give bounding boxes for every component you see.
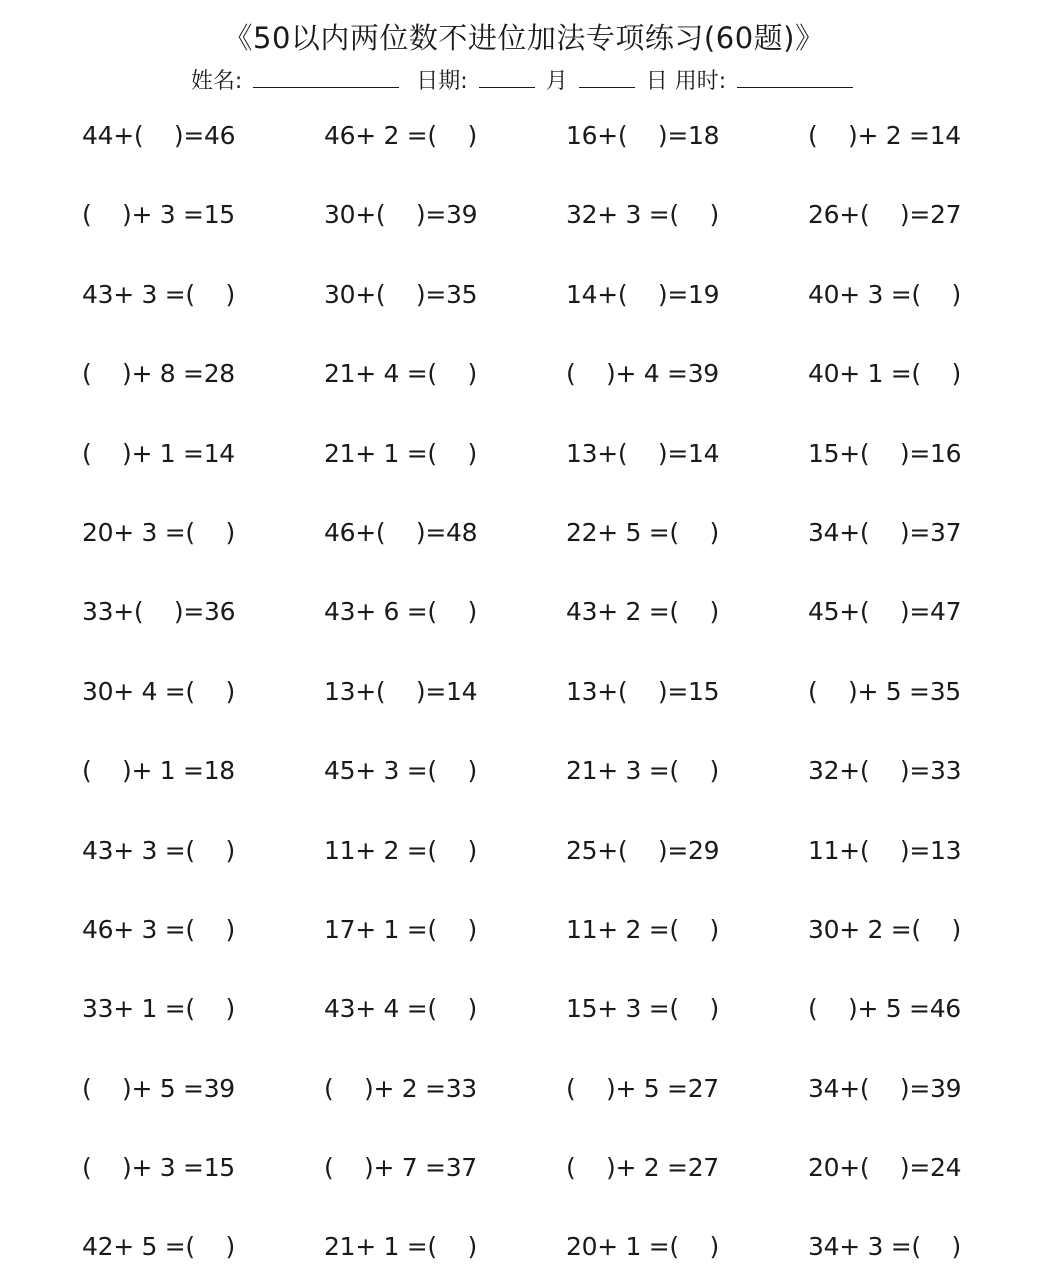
problem-item: 13+( )=14 — [566, 438, 720, 468]
problem-item: 43+ 6 =( ) — [324, 597, 477, 627]
problem-item: 42+ 5 =( ) — [82, 1232, 235, 1262]
problem-item: 43+ 2 =( ) — [566, 597, 719, 627]
problem-grid — [0, 96, 1048, 1287]
problem-item: 25+( )=29 — [566, 835, 720, 865]
problem-item: 15+ 3 =( ) — [566, 994, 719, 1024]
problem-item: ( )+ 2 =27 — [566, 1153, 719, 1183]
problem-item: ( )+ 7 =37 — [324, 1153, 477, 1183]
problem-item: ( )+ 2 =14 — [808, 121, 961, 150]
problem-item: 26+( )=27 — [808, 200, 962, 230]
problem-item: 22+ 5 =( ) — [566, 517, 719, 547]
problem-item: ( )+ 5 =39 — [82, 1073, 235, 1103]
problem-item: 11+( )=13 — [808, 835, 962, 865]
problem-item: 30+ 2 =( ) — [808, 914, 961, 944]
problem-item: 15+( )=16 — [808, 438, 962, 468]
problem-item: 17+ 1 =( ) — [324, 914, 477, 944]
problem-item: ( )+ 1 =18 — [82, 756, 235, 786]
month-blank[interactable] — [479, 67, 535, 88]
problem-item: 34+ 3 =( ) — [808, 1232, 961, 1262]
problem-item: 33+( )=36 — [82, 597, 236, 627]
problem-item: 32+ 3 =( ) — [566, 200, 719, 230]
problem-item: ( )+ 3 =15 — [82, 1153, 235, 1183]
problem-item: 40+ 3 =( ) — [808, 279, 961, 309]
time-blank[interactable] — [737, 67, 853, 88]
problem-item: 30+( )=39 — [324, 200, 478, 230]
problem-item: ( )+ 5 =35 — [808, 676, 961, 706]
problem-item: 46+ 3 =( ) — [82, 914, 235, 944]
date-label: 日期: — [416, 69, 468, 94]
time-label: 用时: — [674, 69, 727, 94]
problem-item: 30+ 4 =( ) — [82, 676, 235, 706]
problem-item: 43+ 3 =( ) — [82, 279, 235, 309]
problem-item: 11+ 2 =( ) — [324, 835, 477, 865]
problem-item: 30+( )=35 — [324, 279, 478, 309]
problem-item: 20+ 3 =( ) — [82, 517, 235, 547]
problem-item: ( )+ 8 =28 — [82, 359, 235, 389]
worksheet-title: 《50以内两位数不进位加法专项练习(60题)》 — [223, 21, 825, 55]
problem-item: ( )+ 5 =46 — [808, 994, 961, 1024]
problem-item: 45+( )=47 — [808, 597, 962, 627]
problem-item: 46+( )=48 — [324, 517, 478, 547]
day-label: 日 — [645, 69, 668, 94]
problem-item: 40+ 1 =( ) — [808, 359, 961, 389]
problem-item: 21+ 1 =( ) — [324, 438, 477, 468]
problem-item: ( )+ 4 =39 — [566, 359, 719, 389]
problem-item: 21+ 3 =( ) — [566, 756, 719, 786]
name-label: 姓名: — [190, 69, 243, 94]
problem-item: 43+ 3 =( ) — [82, 835, 235, 865]
problem-item: 34+( )=39 — [808, 1073, 962, 1103]
problem-item: 45+ 3 =( ) — [324, 756, 477, 786]
problem-item: ( )+ 1 =14 — [82, 438, 235, 468]
problem-item: 34+( )=37 — [808, 517, 962, 547]
problem-item: 20+( )=24 — [808, 1153, 962, 1183]
problem-item: 13+( )=15 — [566, 676, 720, 706]
problem-item: 46+ 2 =( ) — [324, 121, 477, 150]
problem-item: ( )+ 2 =33 — [324, 1073, 477, 1103]
problem-item: 33+ 1 =( ) — [82, 994, 235, 1024]
problem-item: 13+( )=14 — [324, 676, 478, 706]
problem-item: 32+( )=33 — [808, 756, 962, 786]
month-label: 月 — [545, 69, 568, 94]
day-blank[interactable] — [579, 67, 635, 88]
problem-item: 16+( )=18 — [566, 121, 720, 150]
problem-item: 43+ 4 =( ) — [324, 994, 477, 1024]
problem-item: 21+ 4 =( ) — [324, 359, 477, 389]
name-blank[interactable] — [253, 67, 399, 88]
problem-item: 20+ 1 =( ) — [566, 1232, 719, 1262]
problem-item: 14+( )=19 — [566, 279, 720, 309]
problem-item: 44+( )=46 — [82, 121, 236, 150]
problem-item: ( )+ 5 =27 — [566, 1073, 719, 1103]
problem-item: 11+ 2 =( ) — [566, 914, 719, 944]
problem-item: 21+ 1 =( ) — [324, 1232, 477, 1262]
problem-item: ( )+ 3 =15 — [82, 200, 235, 230]
